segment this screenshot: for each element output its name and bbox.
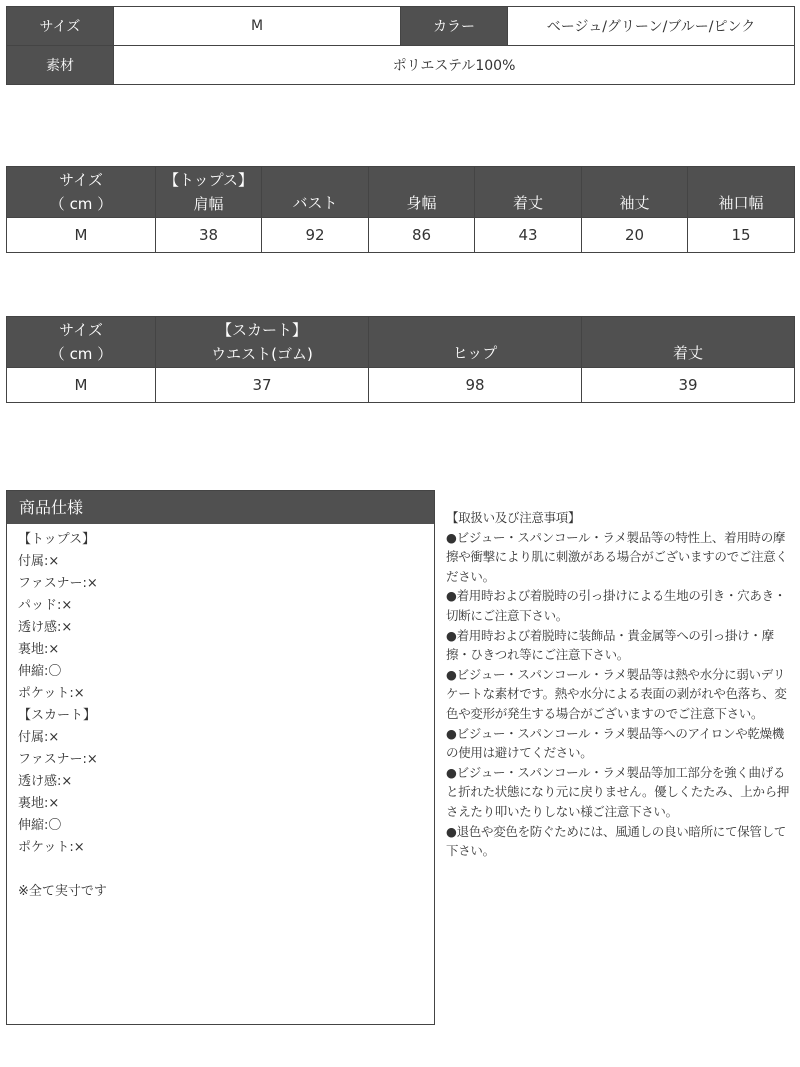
color-value: ベージュ/グリーン/ブルー/ピンク xyxy=(508,7,795,46)
size-header-cell xyxy=(7,317,156,368)
cuff-width-header: 袖口幅 xyxy=(688,167,795,218)
spec-line: 【スカート】 xyxy=(18,708,97,723)
care-item: ●退色や変色を防ぐためには、風通しの良い暗所にて保管して下さい。 xyxy=(446,823,787,859)
size-header-line2: （ cm ） xyxy=(49,195,113,213)
skirt-length-value: 39 xyxy=(582,368,795,403)
spec-line: 伸縮:〇 xyxy=(18,818,62,833)
waist-value: 37 xyxy=(156,368,369,403)
skirt-size-table xyxy=(6,316,795,403)
spec-title: 商品仕様 xyxy=(7,491,434,524)
spec-line: 伸縮:〇 xyxy=(18,664,62,679)
spec-list xyxy=(7,524,434,859)
waist-header: ウエスト(ゴム) xyxy=(211,345,313,363)
material-label: 素材 xyxy=(7,46,114,85)
spec-note: ※全て実寸です xyxy=(18,884,107,899)
spec-line: ポケット:× xyxy=(18,686,85,701)
care-item: ●ビジュー・スパンコール・ラメ製品等へのアイロンや乾燥機の使用は避けてください。 xyxy=(446,725,785,761)
care-item: ●着用時および着脱時に装飾品・貴金属等への引っ掛け・摩擦・ひきつれ等にご注意下さい。 xyxy=(446,627,774,663)
length-header: 着丈 xyxy=(475,167,582,218)
size-header-cell xyxy=(7,167,156,218)
spec-line: 付属:× xyxy=(18,730,60,745)
hip-header: ヒップ xyxy=(369,317,582,368)
shoulder-value: 38 xyxy=(156,218,262,253)
size-label: サイズ xyxy=(7,7,114,46)
spec-line: 付属:× xyxy=(18,554,60,569)
care-item: ●ビジュー・スパンコール・ラメ製品等の特性上、着用時の摩擦や衝撃により肌に刺激がある場合がございますのでご注意ください。 xyxy=(446,529,788,584)
care-item: ●着用時および着脱時の引っ掛けによる生地の引き・穴あき・切断にご注意下さい。 xyxy=(446,588,787,623)
spec-line: 裏地:× xyxy=(18,796,60,811)
spec-line: 【トップス】 xyxy=(18,532,96,547)
bust-value: 92 xyxy=(262,218,369,253)
care-title: 【取扱い及び注意事項】 xyxy=(446,510,581,525)
care-notes xyxy=(446,508,794,861)
sleeve-length-value: 20 xyxy=(582,218,688,253)
body-width-header: 身幅 xyxy=(369,167,475,218)
size-header-line2: （ cm ） xyxy=(49,345,113,363)
size-header-line1: サイズ xyxy=(59,321,103,339)
bust-header: バスト xyxy=(262,167,369,218)
size-header-line1: サイズ xyxy=(59,171,103,189)
hip-value: 98 xyxy=(369,368,582,403)
tops-group-label: 【トップス】 xyxy=(164,171,253,189)
spec-line: ポケット:× xyxy=(18,840,85,855)
cuff-width-value: 15 xyxy=(688,218,795,253)
size-cell: M xyxy=(7,368,156,403)
spec-line: ファスナー:× xyxy=(18,576,98,591)
size-cell: M xyxy=(7,218,156,253)
spec-line: 裏地:× xyxy=(18,642,60,657)
tops-size-table xyxy=(6,166,795,253)
sleeve-length-header: 袖丈 xyxy=(582,167,688,218)
care-item: ●ビジュー・スパンコール・ラメ製品等は熱や水分に弱いデリケートな素材です。熱や水分による表面の剥がれや色落ち、変色や変形が発生する場合がございますのでご注意下さい。 xyxy=(446,666,787,721)
color-label: カラー xyxy=(401,7,508,46)
material-value: ポリエステル100% xyxy=(114,46,795,85)
spec-line: ファスナー:× xyxy=(18,752,98,767)
skirt-group-label: 【スカート】 xyxy=(216,321,307,339)
size-value: M xyxy=(114,7,401,46)
spec-line: 透け感:× xyxy=(18,620,73,635)
product-spec-box xyxy=(6,490,435,1025)
spec-line: 透け感:× xyxy=(18,774,73,789)
spec-line: パッド:× xyxy=(18,598,73,613)
skirt-length-header: 着丈 xyxy=(582,317,795,368)
shoulder-header: 肩幅 xyxy=(193,195,224,213)
body-width-value: 86 xyxy=(369,218,475,253)
waist-header-cell xyxy=(156,317,369,368)
length-value: 43 xyxy=(475,218,582,253)
product-info-table xyxy=(6,6,795,85)
shoulder-header-cell xyxy=(156,167,262,218)
care-item: ●ビジュー・スパンコール・ラメ製品等加工部分を強く曲げると折れた状態になり元に戻りません。優しくたたみ、上から押さえたり叩いたりしない様ご注意下さい。 xyxy=(446,764,790,819)
